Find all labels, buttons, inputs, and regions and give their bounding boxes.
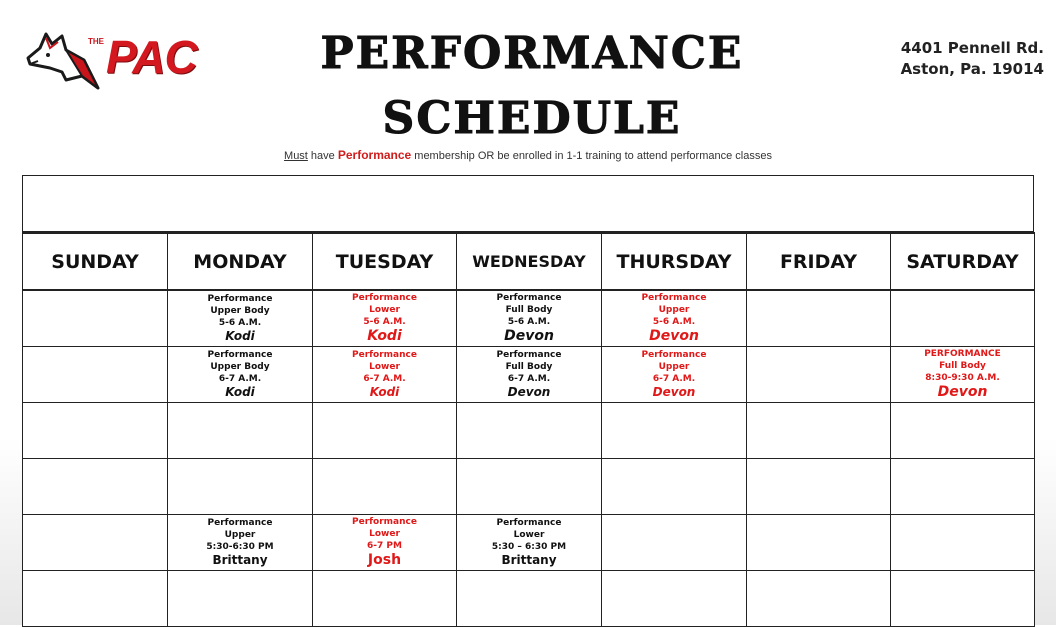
day-header-friday: FRIDAY (747, 233, 891, 290)
class-entry (457, 517, 601, 568)
class-time: 6-7 A.M. (218, 374, 262, 384)
notice-part2: membership OR be enrolled in 1-1 training to attend performance classes (411, 150, 772, 162)
class-focus: Upper (658, 305, 690, 315)
class-trainer: Brittany (212, 553, 268, 567)
class-time: 5-6 A.M. (218, 318, 262, 328)
class-name: Performance (641, 350, 707, 360)
class-focus: Upper (224, 530, 256, 540)
schedule-cell-friday (747, 290, 891, 347)
class-trainer: Devon (504, 328, 554, 344)
schedule-cell-tuesday (313, 459, 457, 515)
schedule-cell-monday (168, 459, 313, 515)
class-name: Performance (496, 293, 562, 303)
schedule-cell-wednesday (457, 515, 602, 571)
class-trainer: Devon (937, 384, 988, 400)
class-entry (168, 349, 312, 400)
notice-part1: have (307, 150, 338, 162)
schedule-cell-tuesday (313, 347, 457, 403)
schedule-cell-thursday (602, 459, 747, 515)
class-trainer: Kodi (367, 328, 402, 344)
schedule-cell-sunday (23, 515, 168, 571)
schedule-cell-sunday (23, 459, 168, 515)
class-trainer: Devon (649, 328, 699, 344)
class-focus: Full Body (939, 361, 986, 371)
schedule-row (23, 459, 1035, 515)
class-entry (313, 349, 456, 400)
class-name: Performance (207, 294, 273, 304)
schedule-cell-tuesday (313, 403, 457, 459)
class-name: Performance (641, 293, 707, 303)
class-name: Performance (352, 293, 417, 303)
class-time: 6-7 A.M. (652, 374, 696, 384)
notice-highlight: Performance (337, 148, 412, 162)
class-focus: Lower (369, 305, 400, 315)
schedule-cell-sunday (23, 290, 168, 347)
schedule-table (22, 232, 1035, 627)
schedule-row (23, 403, 1035, 459)
schedule-cell-friday (747, 347, 891, 403)
class-entry (313, 516, 456, 569)
schedule-cell-sunday (23, 571, 168, 627)
class-time: 8:30-9:30 A.M. (925, 373, 1000, 383)
class-trainer: Kodi (225, 329, 255, 343)
schedule-cell-monday (168, 347, 313, 403)
class-entry (602, 292, 746, 345)
class-trainer: Kodi (369, 385, 400, 399)
class-time: 6-7 PM (367, 541, 402, 551)
schedule-cell-monday (168, 571, 313, 627)
schedule-cell-monday (168, 290, 313, 347)
schedule-cell-thursday (602, 515, 747, 571)
schedule-cell-thursday (602, 403, 747, 459)
class-entry (168, 293, 312, 344)
schedule-cell-wednesday (457, 403, 602, 459)
page-title-line1: PERFORMANCE (320, 28, 744, 79)
schedule-row (23, 515, 1035, 571)
class-entry (457, 349, 601, 400)
header-box (22, 175, 1034, 232)
class-focus: Lower (369, 529, 400, 539)
class-trainer: Devon (507, 385, 551, 399)
class-time: 6-7 A.M. (363, 374, 406, 384)
class-name: Performance (496, 350, 562, 360)
class-name: PERFORMANCE (924, 349, 1001, 359)
logo-pac-text: PAC (106, 31, 197, 83)
class-time: 5:30 – 6:30 PM (491, 542, 567, 552)
membership-notice (0, 148, 1056, 162)
schedule-cell-friday (747, 459, 891, 515)
class-time: 6-7 A.M. (507, 374, 551, 384)
schedule-row (23, 290, 1035, 347)
page-title-line2: SCHEDULE (382, 93, 682, 144)
logo-the-text: THE (88, 37, 104, 46)
day-header-row (23, 233, 1035, 290)
schedule-cell-monday (168, 515, 313, 571)
schedule-cell-thursday (602, 347, 747, 403)
schedule-cell-friday (747, 403, 891, 459)
schedule-cell-sunday (23, 347, 168, 403)
day-header-monday: MONDAY (168, 233, 313, 290)
schedule-cell-saturday (891, 459, 1035, 515)
class-entry (313, 292, 456, 345)
schedule-cell-thursday (602, 290, 747, 347)
class-name: Performance (207, 518, 273, 528)
schedule-cell-wednesday (457, 290, 602, 347)
class-trainer: Josh (367, 552, 402, 568)
notice-must: Must (284, 150, 308, 162)
class-focus: Full Body (505, 362, 553, 372)
schedule-cell-saturday (891, 403, 1035, 459)
class-name: Performance (352, 350, 417, 360)
class-entry (168, 517, 312, 568)
class-time: 5-6 A.M. (652, 317, 696, 327)
class-time: 5-6 A.M. (363, 317, 406, 327)
schedule-row (23, 571, 1035, 627)
class-focus: Lower (369, 362, 400, 372)
schedule-cell-friday (747, 571, 891, 627)
schedule-cell-tuesday (313, 571, 457, 627)
schedule-cell-monday (168, 403, 313, 459)
class-focus: Upper Body (210, 362, 270, 372)
day-header-sunday: SUNDAY (23, 233, 168, 290)
address-city: Aston, Pa. 19014 (900, 60, 1044, 78)
schedule-cell-sunday (23, 403, 168, 459)
schedule-cell-thursday (602, 571, 747, 627)
schedule-cell-wednesday (457, 347, 602, 403)
schedule-cell-tuesday (313, 515, 457, 571)
class-trainer: Brittany (501, 553, 557, 567)
class-focus: Lower (513, 530, 545, 540)
class-focus: Full Body (505, 305, 553, 315)
class-name: Performance (496, 518, 562, 528)
class-focus: Upper (658, 362, 690, 372)
day-header-saturday: SATURDAY (891, 233, 1035, 290)
schedule-cell-saturday (891, 571, 1035, 627)
day-header-thursday: THURSDAY (602, 233, 747, 290)
schedule-cell-saturday (891, 347, 1035, 403)
day-header-wednesday: WEDNESDAY (457, 233, 602, 290)
schedule-cell-wednesday (457, 571, 602, 627)
pac-logo (22, 28, 212, 92)
class-trainer: Kodi (225, 385, 255, 399)
class-trainer: Devon (652, 385, 696, 399)
schedule-cell-saturday (891, 515, 1035, 571)
address (901, 38, 1044, 80)
day-header-tuesday: TUESDAY (313, 233, 457, 290)
class-entry (457, 292, 601, 345)
schedule-cell-friday (747, 515, 891, 571)
class-entry (602, 349, 746, 400)
schedule-cell-wednesday (457, 459, 602, 515)
schedule-row (23, 347, 1035, 403)
class-time: 5-6 A.M. (507, 317, 551, 327)
class-name: Performance (352, 517, 417, 527)
class-name: Performance (207, 350, 273, 360)
schedule-cell-tuesday (313, 290, 457, 347)
class-focus: Upper Body (210, 306, 270, 316)
class-time: 5:30-6:30 PM (206, 542, 274, 552)
schedule-cell-saturday (891, 290, 1035, 347)
class-entry (891, 348, 1034, 401)
address-street: 4401 Pennell Rd. (900, 39, 1044, 57)
